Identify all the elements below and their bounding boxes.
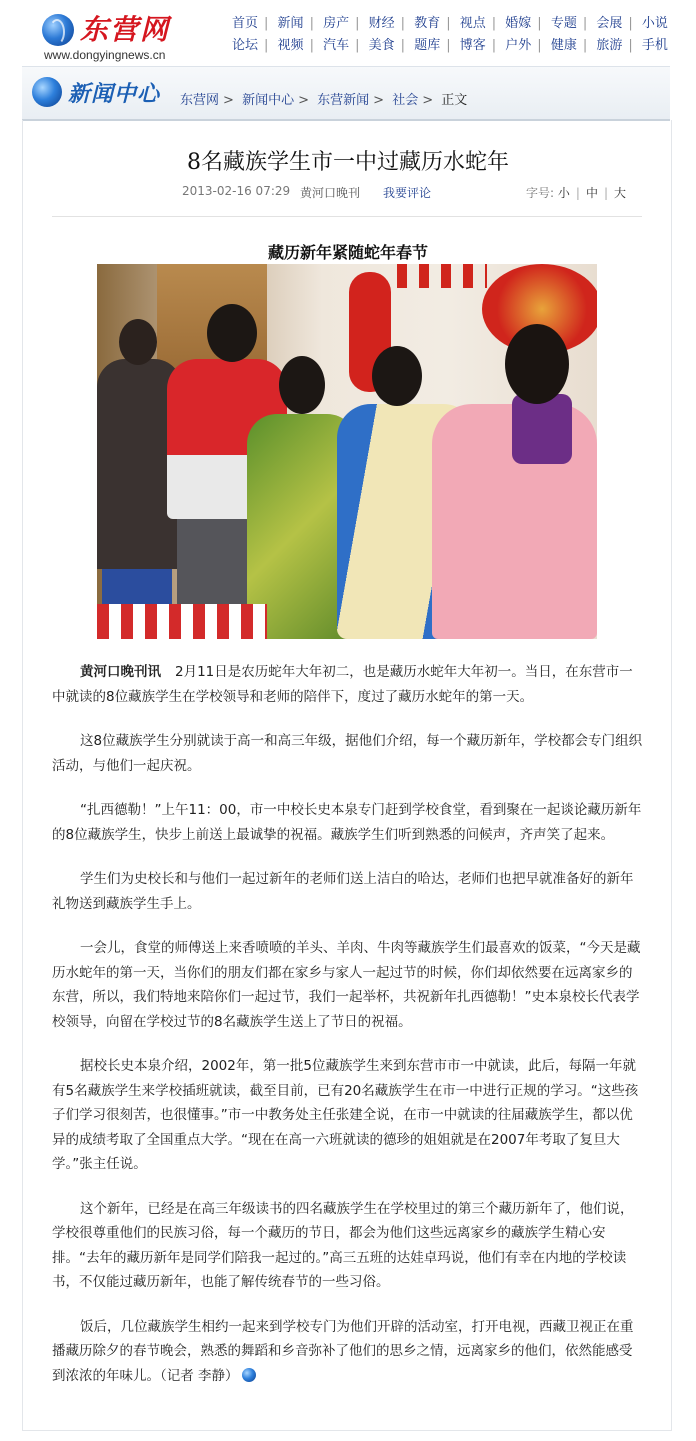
nav-item[interactable]: 新闻 [277, 16, 304, 31]
nav-item[interactable]: 旅游 [596, 38, 623, 53]
breadcrumb-item[interactable]: 新闻中心 [242, 93, 295, 108]
meta-divider [52, 216, 642, 217]
nav-item[interactable]: 户外 [505, 38, 532, 53]
section-logo[interactable] [32, 75, 182, 111]
article-body [52, 660, 644, 1408]
article-paragraph: “扎西德勒！”上午11：00，市一中校长史本泉专门赶到学校食堂，看到聚在一起谈论藏历新年的8位藏族学生，快步上前送上最诚挚的祝福。藏族学生们听到熟悉的问候声，齐声笑了起来。 [52, 802, 642, 843]
photo-person [512, 394, 572, 464]
nav-separator: | [491, 38, 497, 53]
article-paragraph: 这个新年，已经是在高三年级读书的四名藏族学生在学校里过的第三个藏历新年了，他们说，学校很尊重他们的民族习俗，每一个藏历的节日，都会为他们这些远离家乡的藏族学生精心安排。“去年的藏历新年是同学们陪我一起过的。”高三五班的达娃卓玛说，他们有幸在内地的学校读书，不仅能过藏历新年，也能了解传统春节的一些习俗。 [52, 1200, 634, 1290]
article-paragraph: 这8位藏族学生分别就读于高一和高三年级，据他们介绍，每一个藏历新年，学校都会专门组织活动，与他们一起庆祝。 [52, 733, 643, 774]
nav-item[interactable]: 美食 [368, 38, 395, 53]
article-paragraph [52, 660, 644, 709]
section-title: 新闻中心 [68, 82, 161, 107]
nav-item[interactable]: 视频 [277, 38, 304, 53]
photo-person [119, 319, 157, 365]
breadcrumb [180, 89, 467, 108]
article-photo [97, 264, 597, 639]
nav-item[interactable]: 博客 [459, 38, 486, 53]
nav-row-1 [232, 12, 696, 34]
nav-separator: | [400, 16, 406, 31]
photo-lanterns [397, 264, 487, 288]
logo-text: 东营网 [80, 13, 171, 46]
nav-row-2 [232, 34, 696, 56]
nav-item[interactable]: 首页 [232, 16, 259, 31]
breadcrumb-item[interactable]: 东营新闻 [317, 93, 370, 108]
nav-item[interactable]: 婚嫁 [505, 16, 532, 31]
nav-item[interactable]: 健康 [550, 38, 577, 53]
nav-separator: | [537, 38, 542, 53]
logo-url: www.dongyingnews.cn [44, 48, 166, 62]
publish-date: 2013-02-16 07:29 [182, 184, 291, 198]
font-size-label: 字号: [526, 186, 555, 200]
nav-item[interactable]: 手机 [641, 38, 668, 53]
photo-person [279, 356, 325, 414]
nav-item[interactable]: 视点 [459, 16, 486, 31]
nav-item[interactable]: 财经 [368, 16, 395, 31]
article-source: 黄河口晚刊 [300, 186, 361, 200]
nav-item[interactable]: 房产 [323, 16, 350, 31]
nav-item[interactable]: 专题 [550, 16, 577, 31]
nav-item[interactable]: 教育 [414, 16, 441, 31]
breadcrumb-item[interactable]: 社会 [392, 93, 419, 108]
article-meta [0, 184, 696, 202]
nav-separator: | [355, 38, 360, 53]
nav-separator: | [537, 16, 542, 31]
globe-icon [32, 77, 62, 107]
breadcrumb-arrow-icon: > [422, 93, 434, 108]
nav-separator: | [582, 38, 588, 53]
site-header [0, 0, 696, 64]
comment-link[interactable]: 我要评论 [383, 186, 432, 200]
nav-separator: | [309, 16, 314, 31]
nav-separator: | [355, 16, 360, 31]
nav-item[interactable]: 会展 [596, 16, 623, 31]
nav-item[interactable]: 题库 [414, 38, 441, 53]
article-title: 8名藏族学生市一中过藏历水蛇年 [187, 150, 509, 175]
globe-logo-icon [42, 14, 74, 46]
nav-separator: | [628, 16, 633, 31]
nav-separator: | [309, 38, 314, 53]
photo-person [372, 346, 422, 406]
font-size-control [526, 184, 626, 201]
breadcrumb-arrow-icon: > [223, 93, 234, 108]
nav-separator: | [582, 16, 588, 31]
article-paragraph [52, 1315, 644, 1389]
nav-separator: | [446, 16, 451, 31]
font-size-medium-button[interactable]: 中 [585, 186, 598, 200]
font-size-separator: | [575, 186, 580, 200]
nav-separator: | [264, 16, 269, 31]
nav-item[interactable]: 小说 [641, 16, 668, 31]
article-paragraph: 学生们为史校长和与他们一起过新年的老师们送上洁白的哈达，老师们也把早就准备好的新年礼物送到藏族学生手上。 [52, 871, 634, 912]
nav-item[interactable]: 汽车 [323, 38, 350, 53]
breadcrumb-current: 正文 [441, 93, 468, 108]
font-size-separator: | [603, 186, 608, 200]
paragraph-text: 2月11日是农历蛇年大年初二，也是藏历水蛇年大年初一。当日，在东营市一中就读的8位藏族学生在学校领导和老师的陪伴下，度过了藏历水蛇年的第一天。 [52, 664, 633, 705]
nav-separator: | [264, 38, 269, 53]
photo-person [505, 324, 569, 404]
nav-separator: | [400, 38, 406, 53]
article-paragraph: 一会儿，食堂的师傅送上来香喷喷的羊头、羊肉、牛肉等藏族学生们最喜欢的饭菜，“今天是藏历水蛇年的第一天，当你们的朋友们都在家乡与家人一起过节的时候，你们却依然要在远离家乡的东营，所以，我们特地来陪你们一起过节，我们一起举杯，共祝新年扎西德勒！”史本泉校长代表学校领导，向留在学校过节的8名藏族学生送上了节日的祝福。 [52, 940, 641, 1030]
nav-item[interactable]: 论坛 [232, 38, 259, 53]
article-paragraph: 据校长史本泉介绍，2002年，第一批5位藏族学生来到东营市市一中就读，此后，每隔一年就有5名藏族学生来学校插班就读，截至目前，已有20名藏族学生在市一中进行正规的学习。“这些孩子们学习很刻苦，也很懂事。”市一中教务处主任张建全说，在市一中就读的往届藏族学生，都以优异的成绩考取了全国重点大学。“现在在高一六班就读的德珍的姐姐就是在2007年考取了复旦大学。”张主任说。 [52, 1058, 639, 1172]
paragraph-text: 饭后，几位藏族学生相约一起来到学校专门为他们开辟的活动室，打开电视，西藏卫视正在重播藏历除夕的春节晚会，熟悉的舞蹈和乡音弥补了他们的思乡之情，远离家乡的他们，依然能感受到浓浓的年味儿。（记者 李静） [52, 1318, 634, 1384]
breadcrumb-arrow-icon: > [373, 93, 385, 108]
lead-source: 黄河口晚刊讯 [80, 664, 161, 680]
main-nav [232, 12, 696, 56]
nav-separator: | [491, 16, 497, 31]
photo-tablecloth [97, 604, 267, 639]
nav-separator: | [446, 38, 451, 53]
font-size-small-button[interactable]: 小 [557, 186, 570, 200]
nav-separator: | [628, 38, 633, 53]
section-bar [22, 66, 670, 121]
site-logo[interactable] [40, 8, 190, 62]
globe-end-icon [242, 1368, 256, 1382]
breadcrumb-arrow-icon: > [298, 93, 309, 108]
photo-person [207, 304, 257, 362]
breadcrumb-item[interactable]: 东营网 [180, 93, 220, 108]
photo-caption: 藏历新年紧随蛇年春节 [267, 243, 428, 262]
font-size-large-button[interactable]: 大 [614, 186, 627, 200]
